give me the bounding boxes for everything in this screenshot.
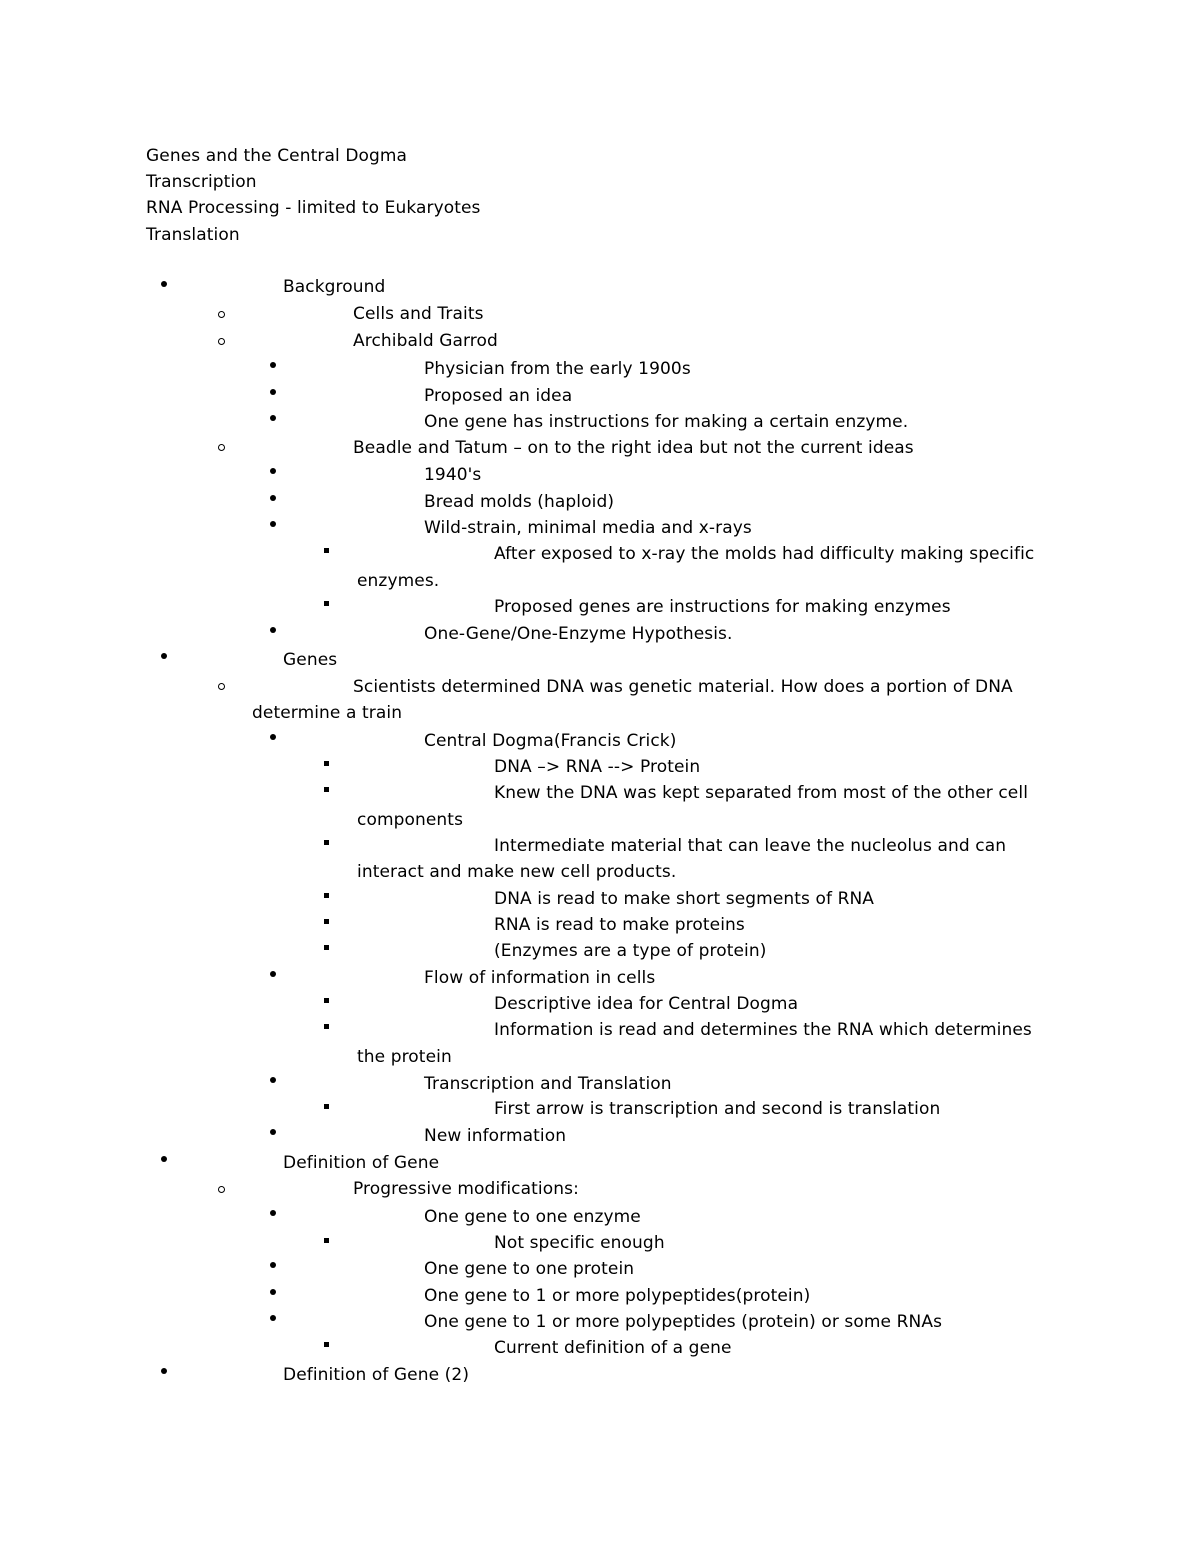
bullet-square-icon bbox=[324, 1342, 329, 1347]
outline-item-l4: Not specific enough bbox=[494, 1233, 665, 1253]
outline-item-l4: Proposed genes are instructions for making enzymes bbox=[494, 597, 951, 617]
outline-item-l2: Progressive modifications: bbox=[353, 1179, 579, 1199]
outline-item-l4: Descriptive idea for Central Dogma bbox=[494, 994, 799, 1014]
outline-item-l4: (Enzymes are a type of protein) bbox=[494, 941, 767, 961]
outline-item-l3: Bread molds (haploid) bbox=[424, 492, 615, 512]
outline-item-l4: First arrow is transcription and second is translation bbox=[494, 1099, 941, 1119]
bullet-square-icon bbox=[324, 1024, 329, 1029]
bullet-disc-icon bbox=[270, 415, 276, 421]
bullet-disc-icon bbox=[270, 1315, 276, 1321]
outline-item-l3: One gene to 1 or more polypeptides (protein) or some RNAs bbox=[424, 1312, 943, 1332]
bullet-square-icon bbox=[324, 548, 329, 553]
doc-title: Genes and the Central Dogma bbox=[146, 146, 408, 166]
bullet-disc-icon bbox=[161, 281, 167, 287]
outline-item-l3: Flow of information in cells bbox=[424, 968, 656, 988]
bullet-circle-icon bbox=[218, 444, 225, 451]
bullet-disc-icon bbox=[270, 1077, 276, 1083]
header-line: Translation bbox=[146, 225, 240, 245]
outline-item-l3: Transcription and Translation bbox=[424, 1074, 672, 1094]
bullet-disc-icon bbox=[270, 627, 276, 633]
bullet-square-icon bbox=[324, 945, 329, 950]
outline-item-l4: Information is read and determines the RNA which determines bbox=[494, 1020, 1032, 1040]
outline-item-l4: DNA –> RNA --> Protein bbox=[494, 757, 701, 777]
outline-item-l1: Definition of Gene (2) bbox=[283, 1365, 470, 1385]
bullet-square-icon bbox=[324, 1238, 329, 1243]
outline-item-l2: Beadle and Tatum – on to the right idea but not the current ideas bbox=[353, 438, 914, 458]
bullet-disc-icon bbox=[270, 468, 276, 474]
outline-item-l4: DNA is read to make short segments of RNA bbox=[494, 889, 875, 909]
bullet-square-icon bbox=[324, 787, 329, 792]
header-line: Transcription bbox=[146, 172, 257, 192]
outline-item-l3: Proposed an idea bbox=[424, 386, 573, 406]
outline-item-l3: Physician from the early 1900s bbox=[424, 359, 691, 379]
outline-item-l3: One-Gene/One-Enzyme Hypothesis. bbox=[424, 624, 733, 644]
outline-item-l3: Wild-strain, minimal media and x-rays bbox=[424, 518, 752, 538]
bullet-disc-icon bbox=[270, 1210, 276, 1216]
outline-item-l4-cont: the protein bbox=[357, 1047, 452, 1067]
outline-item-l3: One gene to 1 or more polypeptides(protein) bbox=[424, 1286, 811, 1306]
bullet-square-icon bbox=[324, 1104, 329, 1109]
bullet-disc-icon bbox=[270, 362, 276, 368]
outline-item-l4: Current definition of a gene bbox=[494, 1338, 732, 1358]
outline-item-l3: One gene to one enzyme bbox=[424, 1207, 641, 1227]
outline-item-l2: Cells and Traits bbox=[353, 304, 484, 324]
bullet-circle-icon bbox=[218, 683, 225, 690]
bullet-disc-icon bbox=[270, 495, 276, 501]
outline-item-l4: After exposed to x-ray the molds had difficulty making specific bbox=[494, 544, 1035, 564]
bullet-disc-icon bbox=[270, 1289, 276, 1295]
outline-item-l1: Background bbox=[283, 277, 386, 297]
bullet-circle-icon bbox=[218, 1186, 225, 1193]
bullet-disc-icon bbox=[161, 1156, 167, 1162]
outline-item-l1: Genes bbox=[283, 650, 338, 670]
bullet-square-icon bbox=[324, 761, 329, 766]
bullet-disc-icon bbox=[270, 1129, 276, 1135]
outline-item-l3: New information bbox=[424, 1126, 567, 1146]
outline-item-l4: Intermediate material that can leave the nucleolus and can bbox=[494, 836, 1007, 856]
outline-item-l4: Knew the DNA was kept separated from most of the other cell bbox=[494, 783, 1029, 803]
outline-item-l3: One gene to one protein bbox=[424, 1259, 635, 1279]
bullet-circle-icon bbox=[218, 311, 225, 318]
bullet-disc-icon bbox=[270, 389, 276, 395]
bullet-disc-icon bbox=[270, 521, 276, 527]
bullet-disc-icon bbox=[161, 1368, 167, 1374]
outline-item-l2: Archibald Garrod bbox=[353, 331, 498, 351]
outline-item-l4: RNA is read to make proteins bbox=[494, 915, 745, 935]
header-line: RNA Processing - limited to Eukaryotes bbox=[146, 198, 481, 218]
bullet-square-icon bbox=[324, 919, 329, 924]
outline-item-l3: One gene has instructions for making a certain enzyme. bbox=[424, 412, 909, 432]
bullet-disc-icon bbox=[161, 653, 167, 659]
outline-item-l3: Central Dogma(Francis Crick) bbox=[424, 731, 677, 751]
outline-item-l4-cont: enzymes. bbox=[357, 571, 440, 591]
bullet-disc-icon bbox=[270, 734, 276, 740]
outline-item-l3: 1940's bbox=[424, 465, 482, 485]
bullet-disc-icon bbox=[270, 971, 276, 977]
outline-item-l2: Scientists determined DNA was genetic material. How does a portion of DNA bbox=[353, 677, 1013, 697]
outline-item-l4-cont: components bbox=[357, 810, 464, 830]
outline-item-l2-cont: determine a train bbox=[252, 703, 403, 723]
bullet-square-icon bbox=[324, 840, 329, 845]
bullet-square-icon bbox=[324, 893, 329, 898]
bullet-circle-icon bbox=[218, 338, 225, 345]
outline-item-l1: Definition of Gene bbox=[283, 1153, 440, 1173]
bullet-square-icon bbox=[324, 998, 329, 1003]
bullet-disc-icon bbox=[270, 1262, 276, 1268]
outline-item-l4-cont: interact and make new cell products. bbox=[357, 862, 677, 882]
bullet-square-icon bbox=[324, 601, 329, 606]
